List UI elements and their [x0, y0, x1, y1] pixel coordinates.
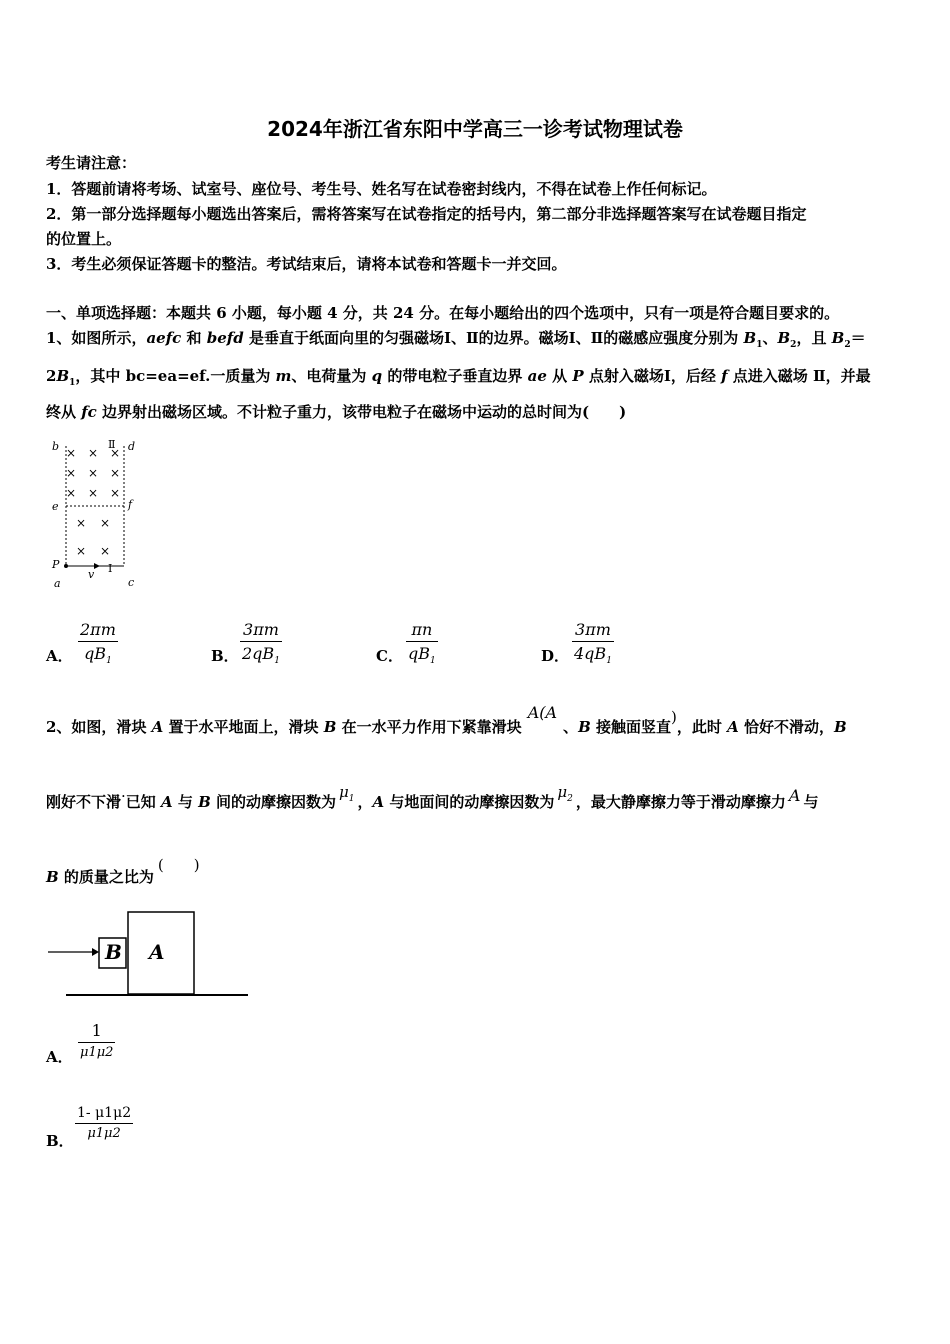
q1-option-c-label: C． — [376, 647, 403, 665]
q2-option-b-label: B． — [46, 1132, 74, 1150]
field-cross: × — [110, 486, 121, 500]
block-a-label: A — [149, 940, 165, 964]
field-cross: × — [100, 544, 111, 558]
q1-line-3: 终从 fc 边界射出磁场区域。不计粒子重力，该带电粒子在磁场中运动的总时间为( ) — [46, 403, 627, 421]
notice-item-2-cont: 的位置上。 — [46, 230, 122, 248]
label-P: P — [52, 558, 60, 571]
q1-option-d-label: D． — [541, 647, 570, 665]
magnetic-field-figure — [46, 436, 156, 596]
label-d: d — [128, 440, 136, 453]
field-cross: × — [76, 516, 87, 530]
notice-item-2: 2．第一部分选择题每小题选出答案后，需将答案写在试卷指定的括号内，第二部分非选择题答案写在试卷题目指定 — [46, 205, 807, 223]
label-region-II: Ⅱ — [108, 438, 116, 451]
field-cross: × — [88, 486, 99, 500]
q2-line-3: B 的质量之比为( ) — [46, 856, 200, 886]
field-cross: × — [66, 486, 77, 500]
notice-item-1: 1．答题前请将考场、试室号、座位号、考生号、姓名写在试卷密封线内，不得在试卷上作任何标记。 — [46, 180, 717, 198]
q1-option-b-label: B． — [211, 647, 239, 665]
q1-option-b-fraction: 3πm $2qB_1$ — [242, 620, 280, 667]
label-v: v — [88, 568, 95, 581]
notice-item-3: 3．考生必须保证答题卡的整洁。考试结束后，请将本试卷和答题卡一并交回。 — [46, 255, 567, 273]
q1-line-2: $2B_1$，其中 bc=ea=ef.一质量为 m、电荷量为 q 的带电粒子垂直边界 ae 从 P 点射入磁场Ⅰ，后经 f 点进入磁场 Ⅱ，并最 — [46, 367, 871, 388]
block-figure — [46, 905, 250, 1001]
q1-line-1: 1、如图所示，aefc 和 befd 是垂直于纸面向里的匀强磁场Ⅰ、Ⅱ的边界。磁场Ⅰ、Ⅱ的磁感应强度分别为 $B_1$、$B_2$，且 $B_2=$ — [46, 329, 866, 350]
field-cross: × — [66, 466, 77, 480]
label-region-I: Ⅰ — [108, 562, 113, 575]
label-f: f — [128, 498, 133, 511]
field-cross: × — [88, 446, 99, 460]
section-heading: 一、单项选择题：本题共 6 小题，每小题 4 分，共 24 分。在每小题给出的四个选项中，只有一项是符合题目要求的。 — [46, 304, 840, 322]
block-figure-lines — [46, 905, 250, 1001]
block-b-label: B — [105, 940, 122, 964]
field-cross: × — [88, 466, 99, 480]
notice-heading: 考生请注意： — [46, 154, 137, 172]
q1-option-d-fraction: 3πm $4qB_1$ — [574, 620, 612, 667]
field-cross: × — [110, 446, 121, 460]
field-cross: × — [100, 516, 111, 530]
field-cross: × — [66, 446, 77, 460]
q1-option-a-fraction: 2πm $qB_1$ — [80, 620, 116, 667]
q1-option-a-label: A． — [46, 647, 73, 665]
q2-option-a-fraction: 1 μ1μ2 — [80, 1021, 114, 1060]
page-title: 2024年浙江省东阳中学高三一诊考试物理试卷 — [267, 117, 683, 141]
label-e: e — [52, 500, 59, 513]
q2-line-2: 刚好不下滑·已知 A 与 B 间的动摩擦因数为$\mu_1$ ，A 与地面间的动摩擦因数为$\mu_2$ ，最大静摩擦力等于滑动摩擦力 A 与 — [46, 783, 819, 811]
label-b: b — [52, 440, 60, 453]
label-a: a — [54, 577, 61, 590]
q2-option-b-fraction: 1- μ1μ2 μ1μ2 — [77, 1105, 132, 1141]
q2-option-a-label: A． — [46, 1048, 73, 1066]
field-cross: × — [110, 466, 121, 480]
q2-line-1: 2、如图，滑块 A 置于水平地面上，滑块 B 在一水平力作用下紧靠滑块A(A、B 接触面竖直)，此时 A 恰好不滑动，B — [46, 703, 847, 736]
label-c: c — [128, 576, 135, 589]
q1-option-c-fraction: πn $qB_1$ — [408, 620, 436, 667]
field-cross: × — [76, 544, 87, 558]
